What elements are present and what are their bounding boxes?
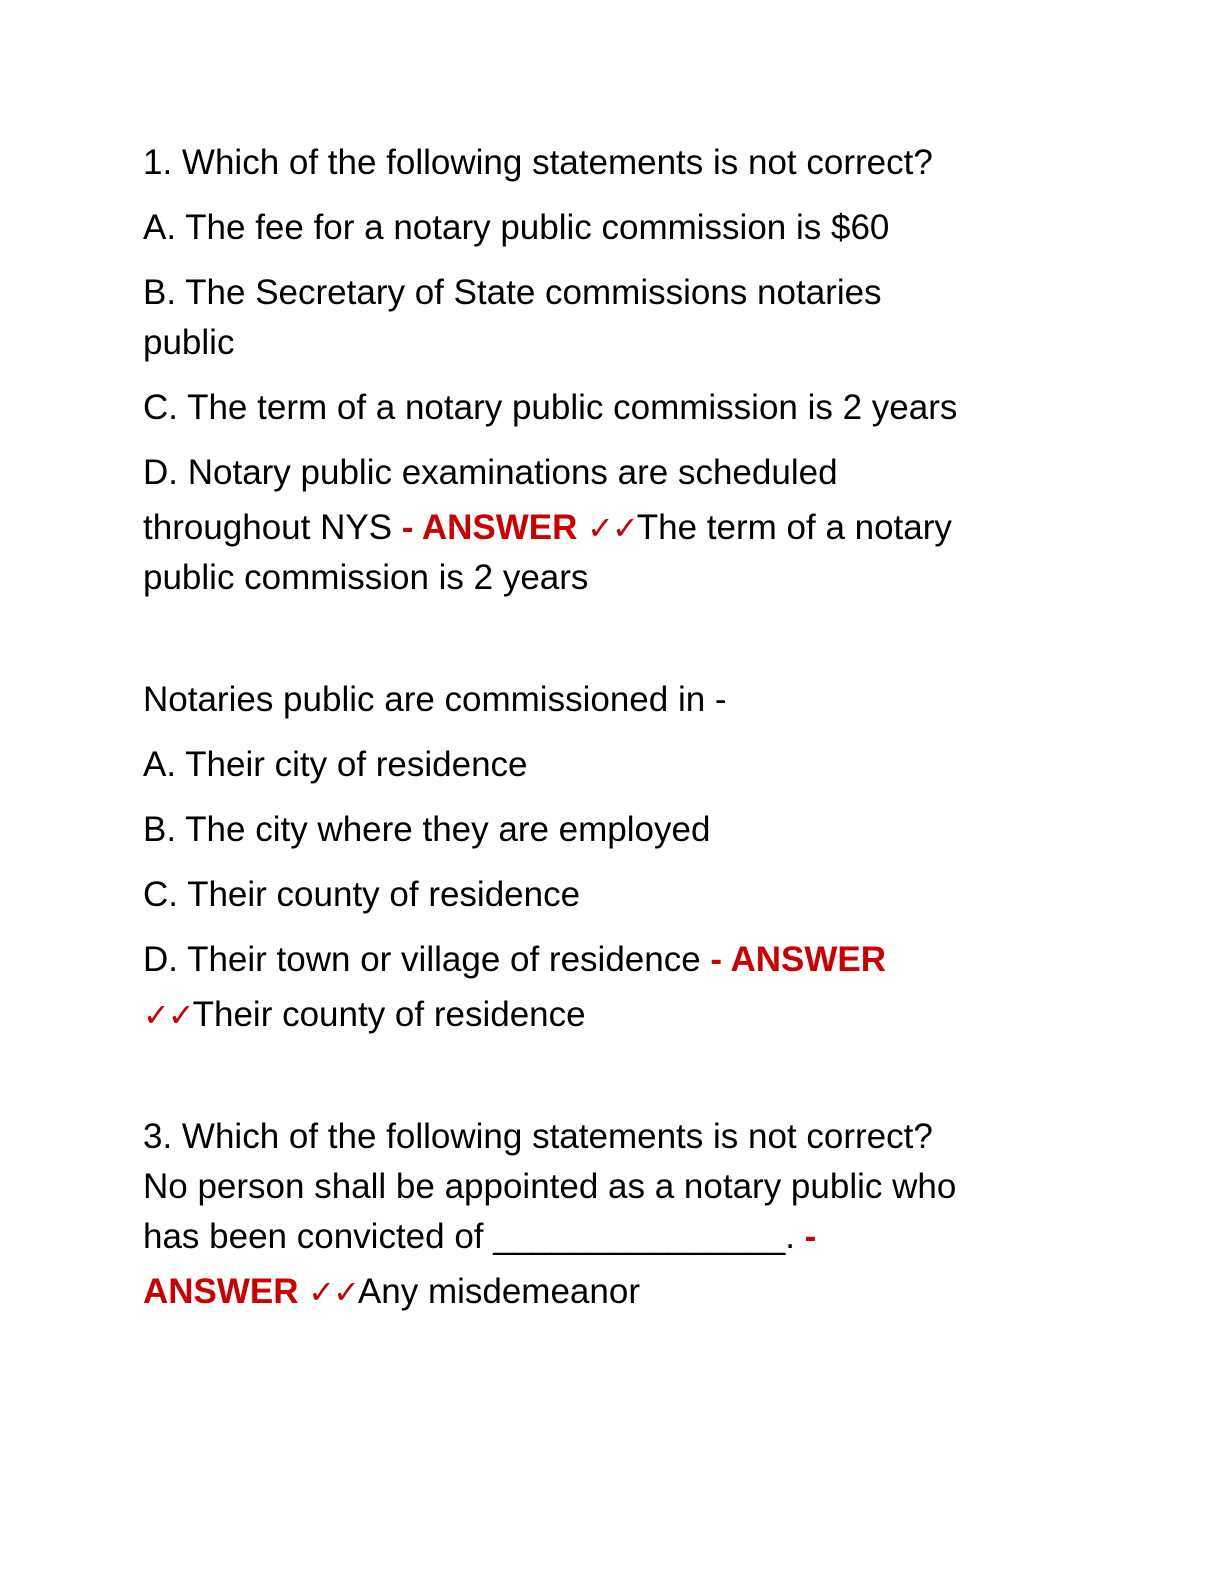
question-1-option-b-line1: B. The Secretary of State commissions notaries <box>143 273 882 312</box>
question-3-answer-dash: - <box>794 1217 817 1256</box>
question-1-answer-label: - ANSWER <box>401 508 588 547</box>
double-check-icon: ✓✓ <box>308 1273 358 1311</box>
question-1-option-b-line2: public <box>143 323 235 362</box>
question-2-answer-text: Their county of residence <box>192 995 586 1034</box>
question-1-option-d-line2: throughout NYS <box>143 508 402 547</box>
question-2-option-d: D. Their town or village of residence <box>143 940 711 979</box>
double-check-icon: ✓✓ <box>587 509 637 547</box>
question-2 <box>143 675 1103 1040</box>
question-1-option-a: A. The fee for a notary public commission is $60 <box>143 208 890 247</box>
question-2-answer-line <box>143 990 1103 1040</box>
double-check-icon: ✓✓ <box>143 996 193 1034</box>
question-2-option-d-line <box>143 935 1103 985</box>
question-3-answer-text: Any misdemeanor <box>357 1272 640 1311</box>
question-3-text-line3-wrap <box>143 1212 1103 1262</box>
question-2-option-b: B. The city where they are employed <box>143 810 711 849</box>
question-1-answer-text: The term of a notary <box>636 508 952 547</box>
question-3-text-line1: 3. Which of the following statements is not correct? <box>143 1117 933 1156</box>
question-1 <box>143 138 1103 603</box>
question-2-option-c: C. Their county of residence <box>143 875 581 914</box>
question-1-option-d-line1: D. Notary public examinations are scheduled <box>143 453 838 492</box>
question-3-text-line3: has been convicted of _______________. <box>143 1217 795 1256</box>
question-3-text-line2: No person shall be appointed as a notary public who <box>143 1167 957 1206</box>
question-1-option-c: C. The term of a notary public commission is 2 years <box>143 388 958 427</box>
question-1-answer-text-line2: public commission is 2 years <box>143 558 589 597</box>
question-3 <box>143 1112 1103 1317</box>
question-2-option-a: A. Their city of residence <box>143 745 528 784</box>
question-3-answer-label: ANSWER <box>143 1272 309 1311</box>
question-1-text: 1. Which of the following statements is not correct? <box>143 143 933 182</box>
question-2-text: Notaries public are commissioned in - <box>143 680 727 719</box>
question-1-answer-line <box>143 503 1103 553</box>
question-2-answer-label: - ANSWER <box>710 940 887 979</box>
document-page <box>143 138 1103 1317</box>
question-3-answer-line <box>143 1267 1103 1317</box>
